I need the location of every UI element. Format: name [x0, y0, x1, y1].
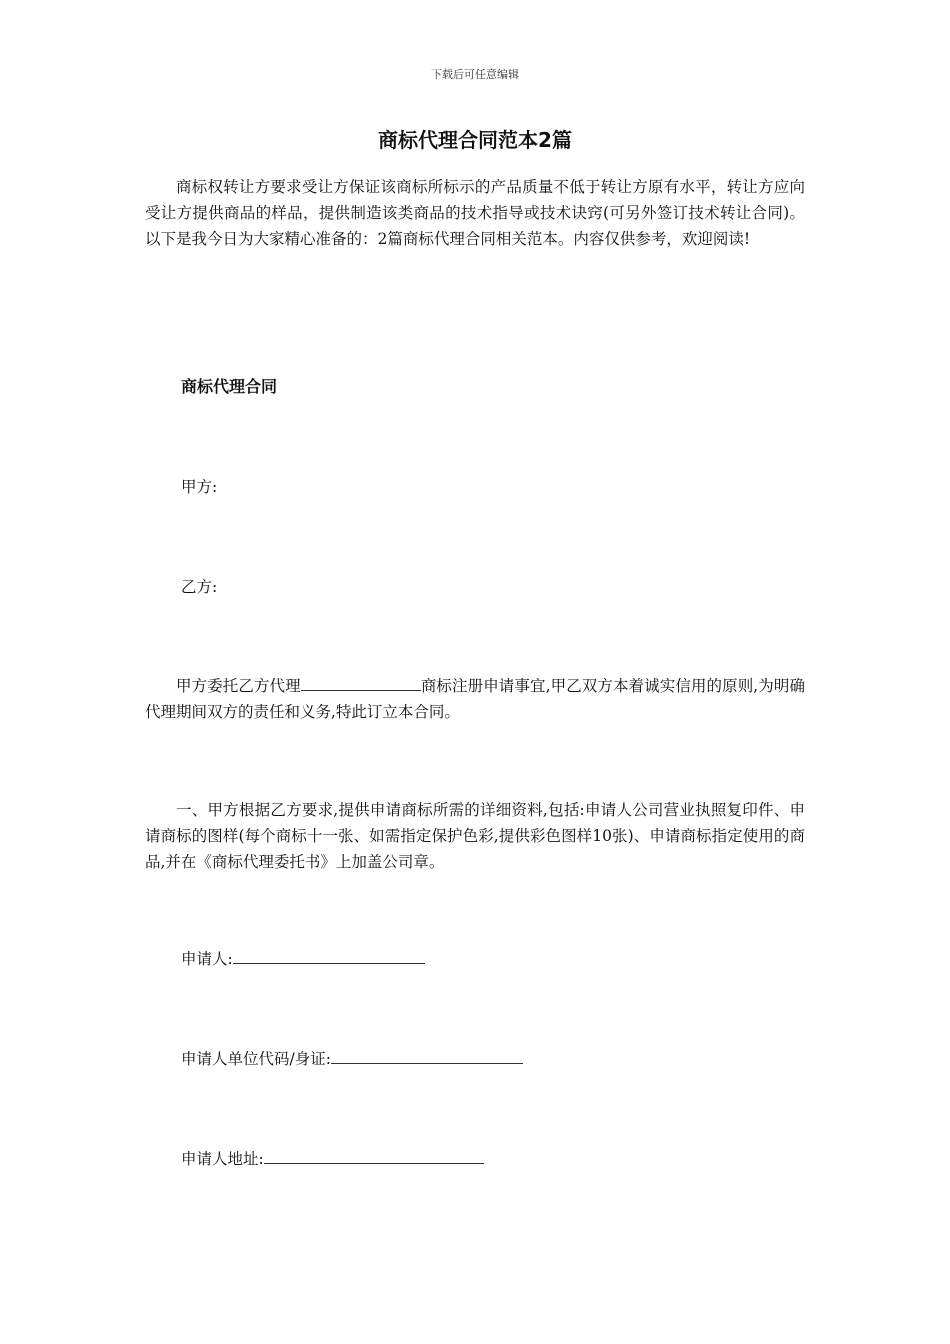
delegation-paragraph [145, 673, 805, 725]
header-note: 下载后可任意编辑 [431, 68, 519, 81]
intro-paragraph: 商标权转让方要求受让方保证该商标所标示的产品质量不低于转让方原有水平，转让方应向受让方提供商品的样品，提供制造该类商品的技术指导或技术诀窍(可另外签订技术转让合同)。以下是我今日为大家精心准备的：2篇商标代理合同相关范本。内容仅供参考，欢迎阅读! [145, 178, 805, 248]
party-a-label: 甲方: [181, 478, 218, 496]
applicant-label: 申请人: [181, 950, 233, 968]
document-title: 商标代理合同范本2篇 [378, 128, 572, 152]
delegation-text-after: 商标注册申请事宜,甲乙双方本着诚实信用的原则,为明确代理期间双方的责任和义务,特此订立本合同。 [145, 677, 805, 721]
party-b-label: 乙方: [181, 578, 218, 596]
delegation-text-before: 甲方委托乙方代理 [176, 677, 301, 695]
applicant-address-blank [264, 1147, 484, 1164]
applicant-blank [233, 947, 425, 964]
applicant-line [181, 946, 425, 972]
contract-heading: 商标代理合同 [181, 377, 278, 396]
clause-one-paragraph: 一、甲方根据乙方要求,提供申请商标所需的详细资料,包括:申请人公司营业执照复印件、申请商标的图样(每个商标十一张、如需指定保护色彩,提供彩色图样10张)、申请商标指定使用的商品,并在《商标代理委托书》上加盖公司章。 [145, 801, 805, 871]
applicant-address-line [181, 1146, 484, 1172]
applicant-code-line [181, 1046, 523, 1072]
applicant-code-label: 申请人单位代码/身证: [181, 1050, 331, 1068]
applicant-code-blank [331, 1047, 523, 1064]
trademark-name-blank [301, 674, 421, 691]
applicant-address-label: 申请人地址: [181, 1150, 264, 1168]
